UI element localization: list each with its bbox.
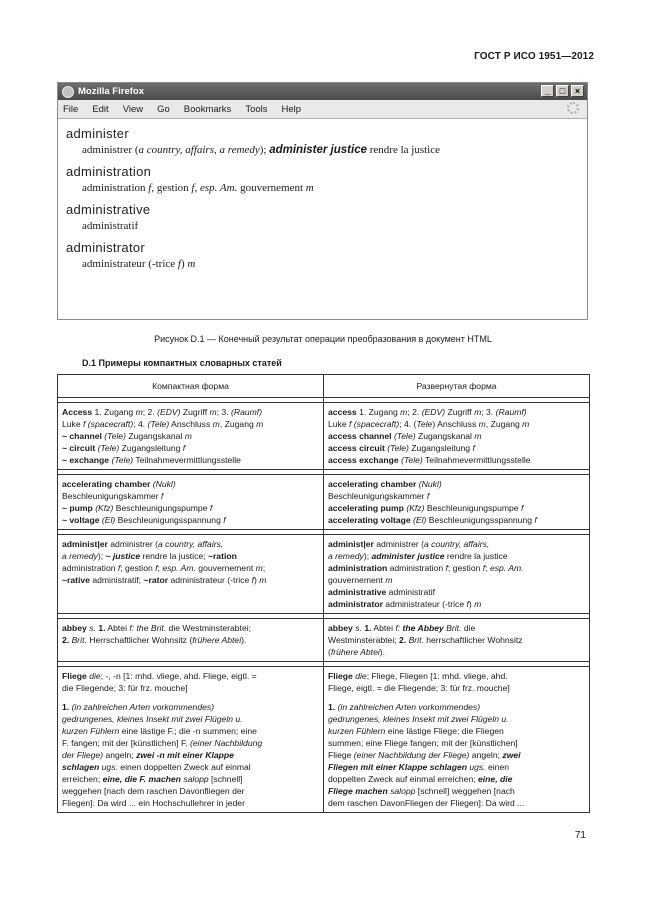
dictionary-table	[57, 374, 590, 813]
window-title: Mozilla Firefox	[78, 86, 144, 97]
menu-go[interactable]: Go	[157, 103, 170, 115]
entry-headword: administrative	[66, 202, 151, 217]
table-row	[58, 619, 590, 662]
page-content	[58, 120, 587, 319]
menu-bar	[58, 100, 587, 119]
menu-help[interactable]: Help	[281, 103, 302, 115]
throbber-icon	[567, 102, 579, 114]
menu-view[interactable]: View	[122, 103, 144, 115]
expanded-cell: abbey s. 1. Abtei f: the Abbey Brit. die Westminsterabtei; 2. Brit. herrschaftlicher Wohnsitz (frühere Abtei).	[324, 619, 590, 662]
entry-body: administrer (a country, affairs, a remedy); administer justice rendre la justice	[82, 144, 440, 156]
firefox-window	[57, 82, 588, 320]
table-row	[58, 667, 590, 813]
compact-cell: abbey s. 1. Abtei f: the Brit. die Westminsterabtei; 2. Brit. Herrschaftlicher Wohnsitz (frühere Abtei).	[58, 619, 324, 662]
window-titlebar	[58, 83, 587, 100]
entry-body: administrateur (-trice f) m	[82, 258, 196, 270]
expanded-cell: Fliege die; Fliege, Fliegen [1: mhd. vliege, ahd. Fliege, eigtl. = die Fliegende; 3: für frz. mouche] 1. (in zahlreichen Arten vorkommendes) gedrungenes, kleines Insekt mit zwei Flügeln u. kurzen Fühlern eine lästige Fliege; die Fliegen summen; eine Fliege fangen; mit der [künstlichen] Fliege (einer Nachbildung der Fliege) angeln; zwei Fliegen mit einer Klappe schlagen ugs. einen doppelten Zweck auf einmal erreichen; eine, die Fliege machen salopp [schnell] weggehen [nach dem raschen DavonFliegen der Fliegen]: Da wird ...	[324, 667, 590, 813]
figure-caption: Рисунок D.1 — Конечный результат операции преобразования в документ HTML	[154, 334, 492, 344]
table-row	[58, 535, 590, 614]
table-header-row	[58, 375, 590, 398]
compact-cell: Access 1. Zugang m; 2. (EDV) Zugriff m; 3. (Raumf) Luke f (spacecraft); 4. (Tele) Anschluss m, Zugang m ~ channel (Tele) Zugangskanal m ~ circuit (Tele) Zugangsleitung f ~ exchange (Tele) Teilnahmevermittlungsstelle	[58, 403, 324, 470]
menu-edit[interactable]: Edit	[92, 103, 109, 115]
minimize-button[interactable]: _	[541, 85, 554, 97]
compact-cell: accelerating chamber (Nukl) Beschleunigungskammer f ~ pump (Kfz) Beschleunigungspumpe f ~ voltage (El) Beschleunigungsspannung f	[58, 475, 324, 530]
column-header-compact: Компактная форма	[58, 375, 324, 398]
expanded-cell: access 1. Zugang m; 2. (EDV) Zugriff m; 3. (Raumf) Luke f (spacecraft); 4. (Tele) Anschluss m, Zugang m access channel (Tele) Zugangskanal m access circuit (Tele) Zugangsleitung f access exchange (Tele) Teilnahmevermittlungsstelle	[324, 403, 590, 470]
entry-headword: administrator	[66, 240, 146, 255]
compact-cell: administ|er administrer (a country, affairs, a remedy); ~ justice rendre la justice; ~ration administration f; gestion f; esp. Am. gouvernement m; ~rative administratif; ~rator administrateur (-trice f) m	[58, 535, 324, 614]
menu-tools[interactable]: Tools	[245, 103, 268, 115]
maximize-button[interactable]: □	[556, 85, 569, 97]
entry-headword: administration	[66, 164, 152, 179]
document-header: ГОСТ Р ИСО 1951—2012	[474, 51, 594, 62]
compact-cell: Fliege die; -, -n [1: mhd. vliege, ahd. Fliege, eigtl. = die Fliegende; 3: für frz. mouche] 1. (in zahlreichen Arten vorkommendes) gedrungenes, kleines Insekt mit zwei Flügeln u. kurzen Fühlern eine lästige F.; die -n summen; eine F. fangen; mit der [künstlichen] F. (einer Nachbildung der Fliege) angeln; zwei -n mit einer Klappe schlagen ugs. einen doppelten Zweck auf einmal erreichen; eine, die F. machen salopp [schnell] weggehen [nach dem raschen Davonfliegen der Fliegen]: Da wird ... ein Hochschullehrer in jeder	[58, 667, 324, 813]
entry-headword: administer	[66, 126, 129, 141]
table-row	[58, 403, 590, 470]
entry-body: administratif	[82, 220, 139, 232]
menu-bookmarks[interactable]: Bookmarks	[183, 103, 232, 115]
column-header-expanded: Развернутая форма	[324, 375, 590, 398]
entry-body: administration f, gestion f, esp. Am. gouvernement m	[82, 182, 314, 194]
section-heading: D.1 Примеры компактных словарных статей	[82, 358, 282, 368]
menu-file[interactable]: File	[63, 103, 79, 115]
close-button[interactable]: ×	[571, 85, 584, 97]
table-row	[58, 475, 590, 530]
firefox-logo-icon	[62, 86, 74, 98]
expanded-cell: administ|er administrer (a country, affairs, a remedy); administer justice rendre la justice administration administration f; gestion f; esp. Am. gouvernement m administrative administratif administrator administrateur (-trice f) m	[324, 535, 590, 614]
expanded-cell: accelerating chamber (Nukl) Beschleunigungskammer f accelerating pump (Kfz) Beschleunigungspumpe f accelerating voltage (El) Beschleunigungsspannung f	[324, 475, 590, 530]
page-number: 71	[574, 830, 586, 841]
